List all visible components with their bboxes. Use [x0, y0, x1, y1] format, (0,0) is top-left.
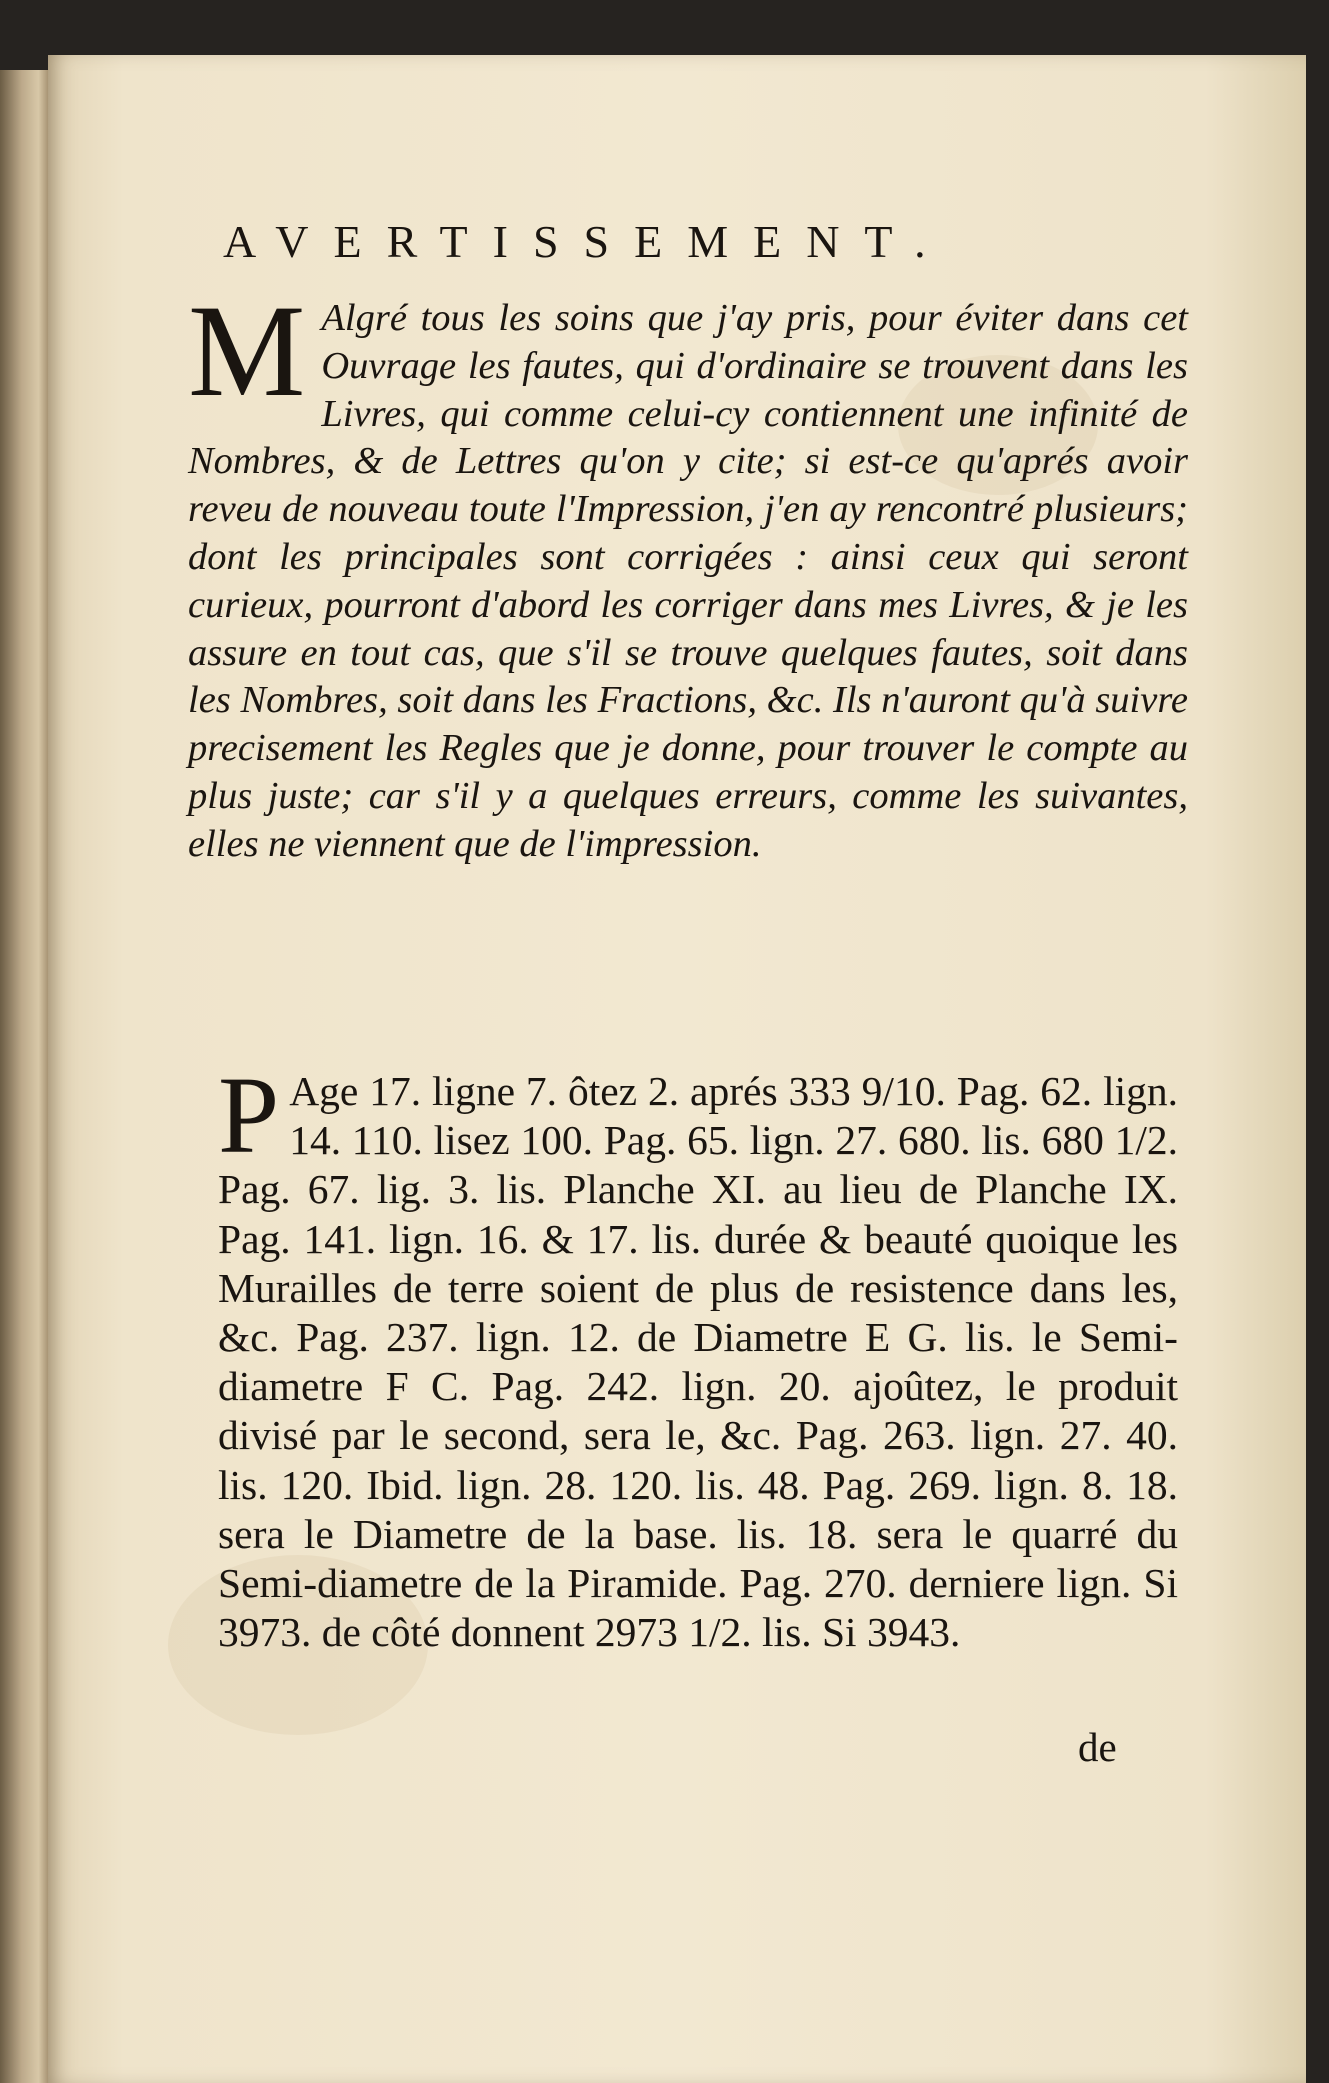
- paper-page: [48, 55, 1306, 2083]
- facing-page-edge: [0, 70, 48, 2083]
- section-heading: AVERTISSEMENT.: [223, 216, 951, 267]
- errata-text: Age 17. ligne 7. ôtez 2. aprés 333 9/10. Pag. 62. lign. 14. 110. lisez 100. Pag. 65. lign. 27. 680. lis. 680 1/2. Pag. 67. lig. 3. lis. Planche XI. au lieu de Planche IX. Pag. 141. lign. 16. & 17. lis. durée & beauté quoique les Murailles de terre soient de plus de resistence dans les, &c. Pag. 237. lign. 12. de Diametre E G. lis. le Semi-diametre F C. Pag. 242. lign. 20. ajoûtez, le produit divisé par le second, sera le, &c. Pag. 263. lign. 27. 40. lis. 120. Ibid. lign. 28. 120. lis. 48. Pag. 269. lign. 8. 18. sera le Diametre de la base. lis. 18. sera le quarré du Semi-diametre de la Piramide. Pag. 270. derniere lign. Si 3973. de côté donnent 2973 1/2. lis. Si 3943.: [218, 1068, 1178, 1656]
- notice-text: Algré tous les soins que j'ay pris, pour éviter dans cet Ouvrage les fautes, qui d'ordinaire se trouvent dans les Livres, qui comme celui-cy contiennent une infinité de Nombres, & de Lettres qu'on y cite; si est-ce qu'aprés avoir reveu de nouveau toute l'Impression, j'en ay rencontré plusieurs; dont les principales sont corrigées : ainsi ceux qui seront curieux, pourront d'abord les corriger dans mes Livres, & je les assure en tout cas, que s'il se trouve quelques fautes, soit dans les Nombres, soit dans les Fractions, &c. Ils n'auront qu'à suivre precisement les Regles que je donne, pour trouver le compte au plus juste; car s'il y a quelques erreurs, comme les suivantes, elles ne viennent que de l'impression.: [188, 297, 1188, 865]
- notice-drop-cap: M: [188, 277, 306, 424]
- errata-paragraph: [218, 1054, 1178, 1657]
- errata-drop-cap: P: [218, 1054, 280, 1176]
- page-content: [48, 55, 1306, 2083]
- notice-paragraph: [188, 277, 1188, 869]
- catchword: de: [1078, 1724, 1117, 1770]
